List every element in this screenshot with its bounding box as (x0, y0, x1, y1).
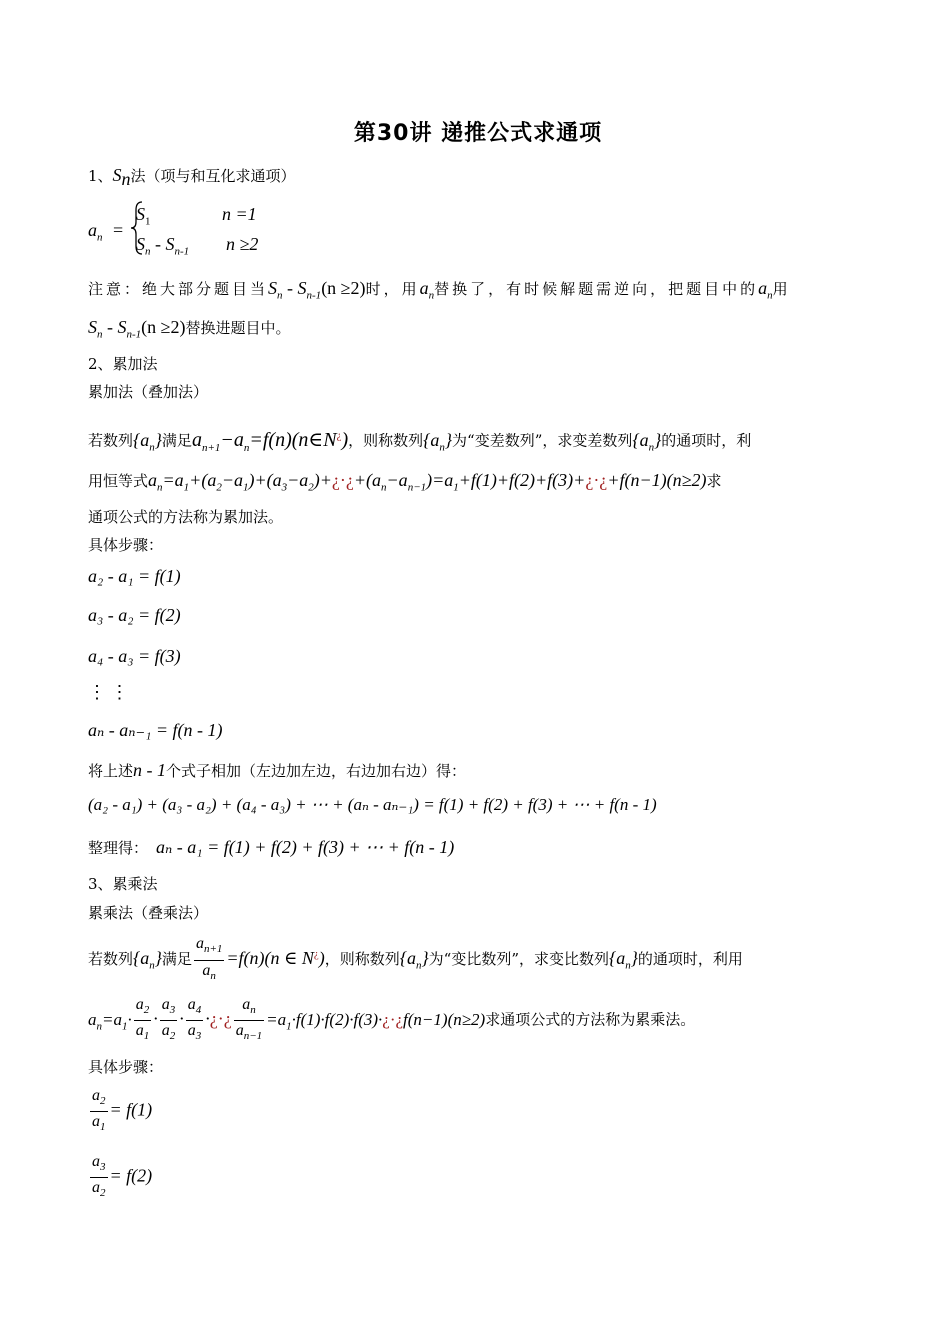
step-eq-2: a₃ - a₂ = f(2) (88, 605, 181, 625)
ratio-eq-2: $\frac{a_3}{a_2}$ = f(2) (92, 1153, 153, 1200)
note-line-1: 注意：绝大部分题目当$S_n - S_{n-1}(n \ge 2)$时，用$a_n$替换了，有时候解题需逆向，把题目中的$a_n$用 (88, 278, 788, 302)
section-2-subheading: 累加法（叠加法） (88, 383, 209, 401)
sum-equation: (a₂ - a₁) + (a₃ - a₂) + (a₄ - a₃) + ⋯ + (aₙ - aₙ₋₁) = f(1) + f(2) + f(3) + ⋯ + f(n - 1) (88, 795, 657, 814)
ratio-eq-1: $\frac{a_2}{a_1}$ = f(1) (92, 1087, 153, 1134)
section-2-para-line-1: 若数列$\{a_n\}$满足$a_{n+1}-a_n=f(n)(n\in N^¿)$，则称数列$\{a_n\}$为“变差数列”，求变差数列$\{a_n\}$的通项时，利 (88, 428, 752, 454)
sum-instruction: 将上述n - 1个式子相加（左边加左边，右边加右边）得： (88, 760, 467, 780)
section-2-para-line-2: 用恒等式$a_n=a_1+(a_2-a_1)+(a_3-a_2)+¿\cdot¿+(a_n-a_{n-1})=a_1+f(1)+f(2)+f(3)+¿\cdot¿+f(n-1)(n\ge 2)$求 (88, 470, 722, 494)
section-2-steps-label: 具体步骤： (88, 536, 164, 554)
result-line: 整理得： aₙ - a₁ = f(1) + f(2) + f(3) + ⋯ + f(n - 1) (88, 837, 455, 857)
step-eq-1: a₂ - a₁ = f(1) (88, 566, 181, 586)
note-line-2: $S_n - S_{n-1}(n \ge 2)$替换进题目中。 (88, 317, 291, 341)
page-title: 第30讲 递推公式求通项 (353, 121, 603, 146)
step-eq-3: a₄ - a₃ = f(3) (88, 646, 181, 666)
section-1-heading: 1、$S_n$法（项与和互化求通项） (88, 165, 296, 189)
section-3-heading: 3、累乘法 (88, 875, 158, 893)
section-2-heading: 2、累加法 (88, 355, 158, 373)
section-3-para-line-1: 若数列$\{a_n\}$满足 $\frac{a_{n+1}}{a_n}$ =f(n)(n ∈ N¿)，则称数列$\{a_n\}$为“变比数列”，求变比数列$\{a_n\}$的通项时，利用 (88, 935, 743, 982)
section-3-steps-label: 具体步骤： (88, 1058, 164, 1076)
section-2-para-line-3: 通项公式的方法称为累加法。 (88, 508, 284, 526)
vertical-dots: ⋮ ⋮ (88, 682, 129, 702)
step-eq-n: aₙ - aₙ₋₁ = f(n - 1) (88, 720, 223, 740)
section-3-para-line-2: $a_n=a_1\cdot$ $\frac{a_2}{a_1}$ · $\frac{a_3}{a_2}$ · $\frac{a_4}{a_3}$ ·¿·¿ $\frac{a_n}{a_{n-1}}$ $=a_1\cdot f(1)\cdot f(2)\cdot f(3)\cdot¿\cdot¿f(n-1)(n\ge 2)$求通项公式的方法称为累乘法。 (88, 996, 696, 1043)
section-3-subheading: 累乘法（叠乘法） (88, 904, 209, 922)
